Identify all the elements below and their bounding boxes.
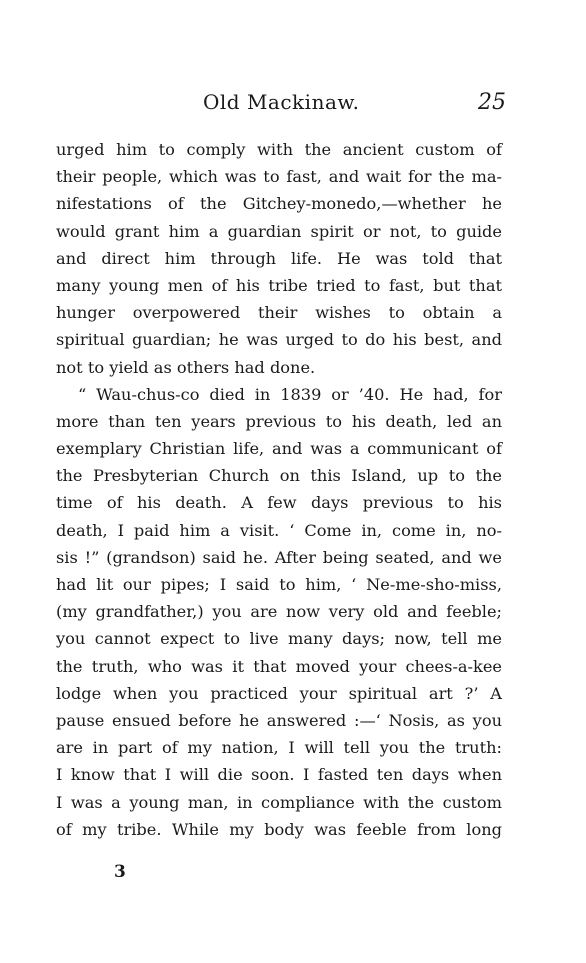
text-line: urged him to comply with the ancient custom of: [56, 140, 502, 159]
text-line: I was a young man, in compliance with the custom: [56, 792, 502, 812]
text-line: of my tribe. While my body was feeble from long: [56, 819, 502, 839]
text-line: lodge when you practiced your spiritual art ?’ A: [56, 683, 502, 703]
text-line: many young men of his tribe tried to fast, but that: [56, 275, 502, 295]
text-line: hunger overpowered their wishes to obtain a: [56, 303, 502, 323]
text-line: more than ten years previous to his death, led an: [56, 411, 502, 431]
text-line: and direct him through life. He was told that: [56, 248, 502, 268]
text-line: would grant him a guardian spirit or not, to guide: [56, 221, 502, 241]
text-line: spiritual guardian; he was urged to do his best, and: [56, 330, 502, 350]
text-line: had lit our pipes; I said to him, ‘ Ne-me-sho-miss,: [56, 575, 502, 594]
running-head: [0, 90, 586, 120]
text-line: their people, which was to fast, and wait for the ma-: [56, 167, 502, 187]
text-line: the truth, who was it that moved your chees-a-kee: [56, 656, 502, 676]
signature-mark: 3: [114, 862, 126, 882]
text-line: are in part of my nation, I will tell you the truth:: [56, 738, 502, 758]
text-line: you cannot expect to live many days; now, tell me: [56, 629, 502, 649]
text-line: exemplary Christian life, and was a communicant of: [56, 439, 502, 459]
page-number: 25: [478, 90, 506, 115]
text-line: not to yield as others had done.: [56, 357, 316, 377]
text-line: death, I paid him a visit. ‘ Come in, come in, no-: [56, 520, 502, 540]
text-line: pause ensued before he answered :—‘ Nosis, as you: [56, 710, 502, 730]
running-title: Old Mackinaw.: [203, 90, 360, 114]
text-line: nifestations of the Gitchey-monedo,—whether he: [56, 194, 502, 214]
text-line: the Presbyterian Church on this Island, up to the: [56, 466, 502, 486]
text-line: sis !” (grandson) said he. After being seated, and we: [56, 547, 502, 567]
text-line: “ Wau-chus-co died in 1839 or ’40. He had, for: [78, 384, 502, 404]
text-line: (my grandfather,) you are now very old and feeble;: [56, 602, 502, 622]
body-text: [56, 136, 502, 843]
text-line: time of his death. A few days previous to his: [56, 493, 502, 513]
text-line: I know that I will die soon. I fasted ten days when: [56, 765, 502, 785]
